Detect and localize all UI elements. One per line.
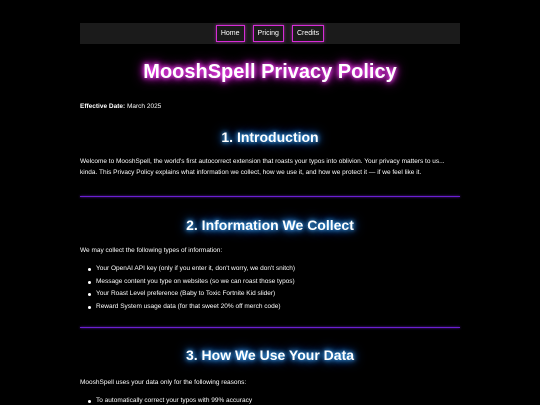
effective-date-label: Effective Date: [80,103,126,110]
list-item: To automatically correct your typos with 99% accuracy [80,395,460,405]
introduction-text: Welcome to MooshSpell, the world's first autocorrect extension that roasts your typos into oblivion. Your privacy matters to us... kinda. This Privacy Policy explains what information we collect, how we use it, and how we protect it — if we feel like it. [80,158,445,176]
section-title-information-we-collect: 2. Information We Collect [186,217,354,233]
data-use-list [80,395,460,405]
information-intro-text: We may collect the following types of information: [80,247,223,254]
section-divider [80,196,460,197]
effective-date-value: March 2025 [126,103,162,110]
section-divider [80,327,460,328]
list-item: Your OpenAI API key (only if you enter it, don't worry, we don't snitch) [80,263,460,276]
nav-pricing-link[interactable]: Pricing [253,25,284,42]
top-nav [80,23,460,44]
nav-credits-link[interactable]: Credits [292,25,324,42]
list-item: Reward System usage data (for that sweet 20% off merch code) [80,301,460,314]
data-use-intro-text: MooshSpell uses your data only for the following reasons: [80,379,247,386]
nav-home-link[interactable]: Home [216,25,245,42]
list-item: Your Roast Level preference (Baby to Toxic Fortnite Kid slider) [80,288,460,301]
page-title: MooshSpell Privacy Policy [143,61,397,83]
section-title-how-we-use-data: 3. How We Use Your Data [185,347,355,363]
section-title-introduction: 1. Introduction [221,129,319,145]
list-item: Message content you type on websites (so we can roast those typos) [80,276,460,289]
effective-date [80,103,161,110]
information-list [80,263,460,313]
